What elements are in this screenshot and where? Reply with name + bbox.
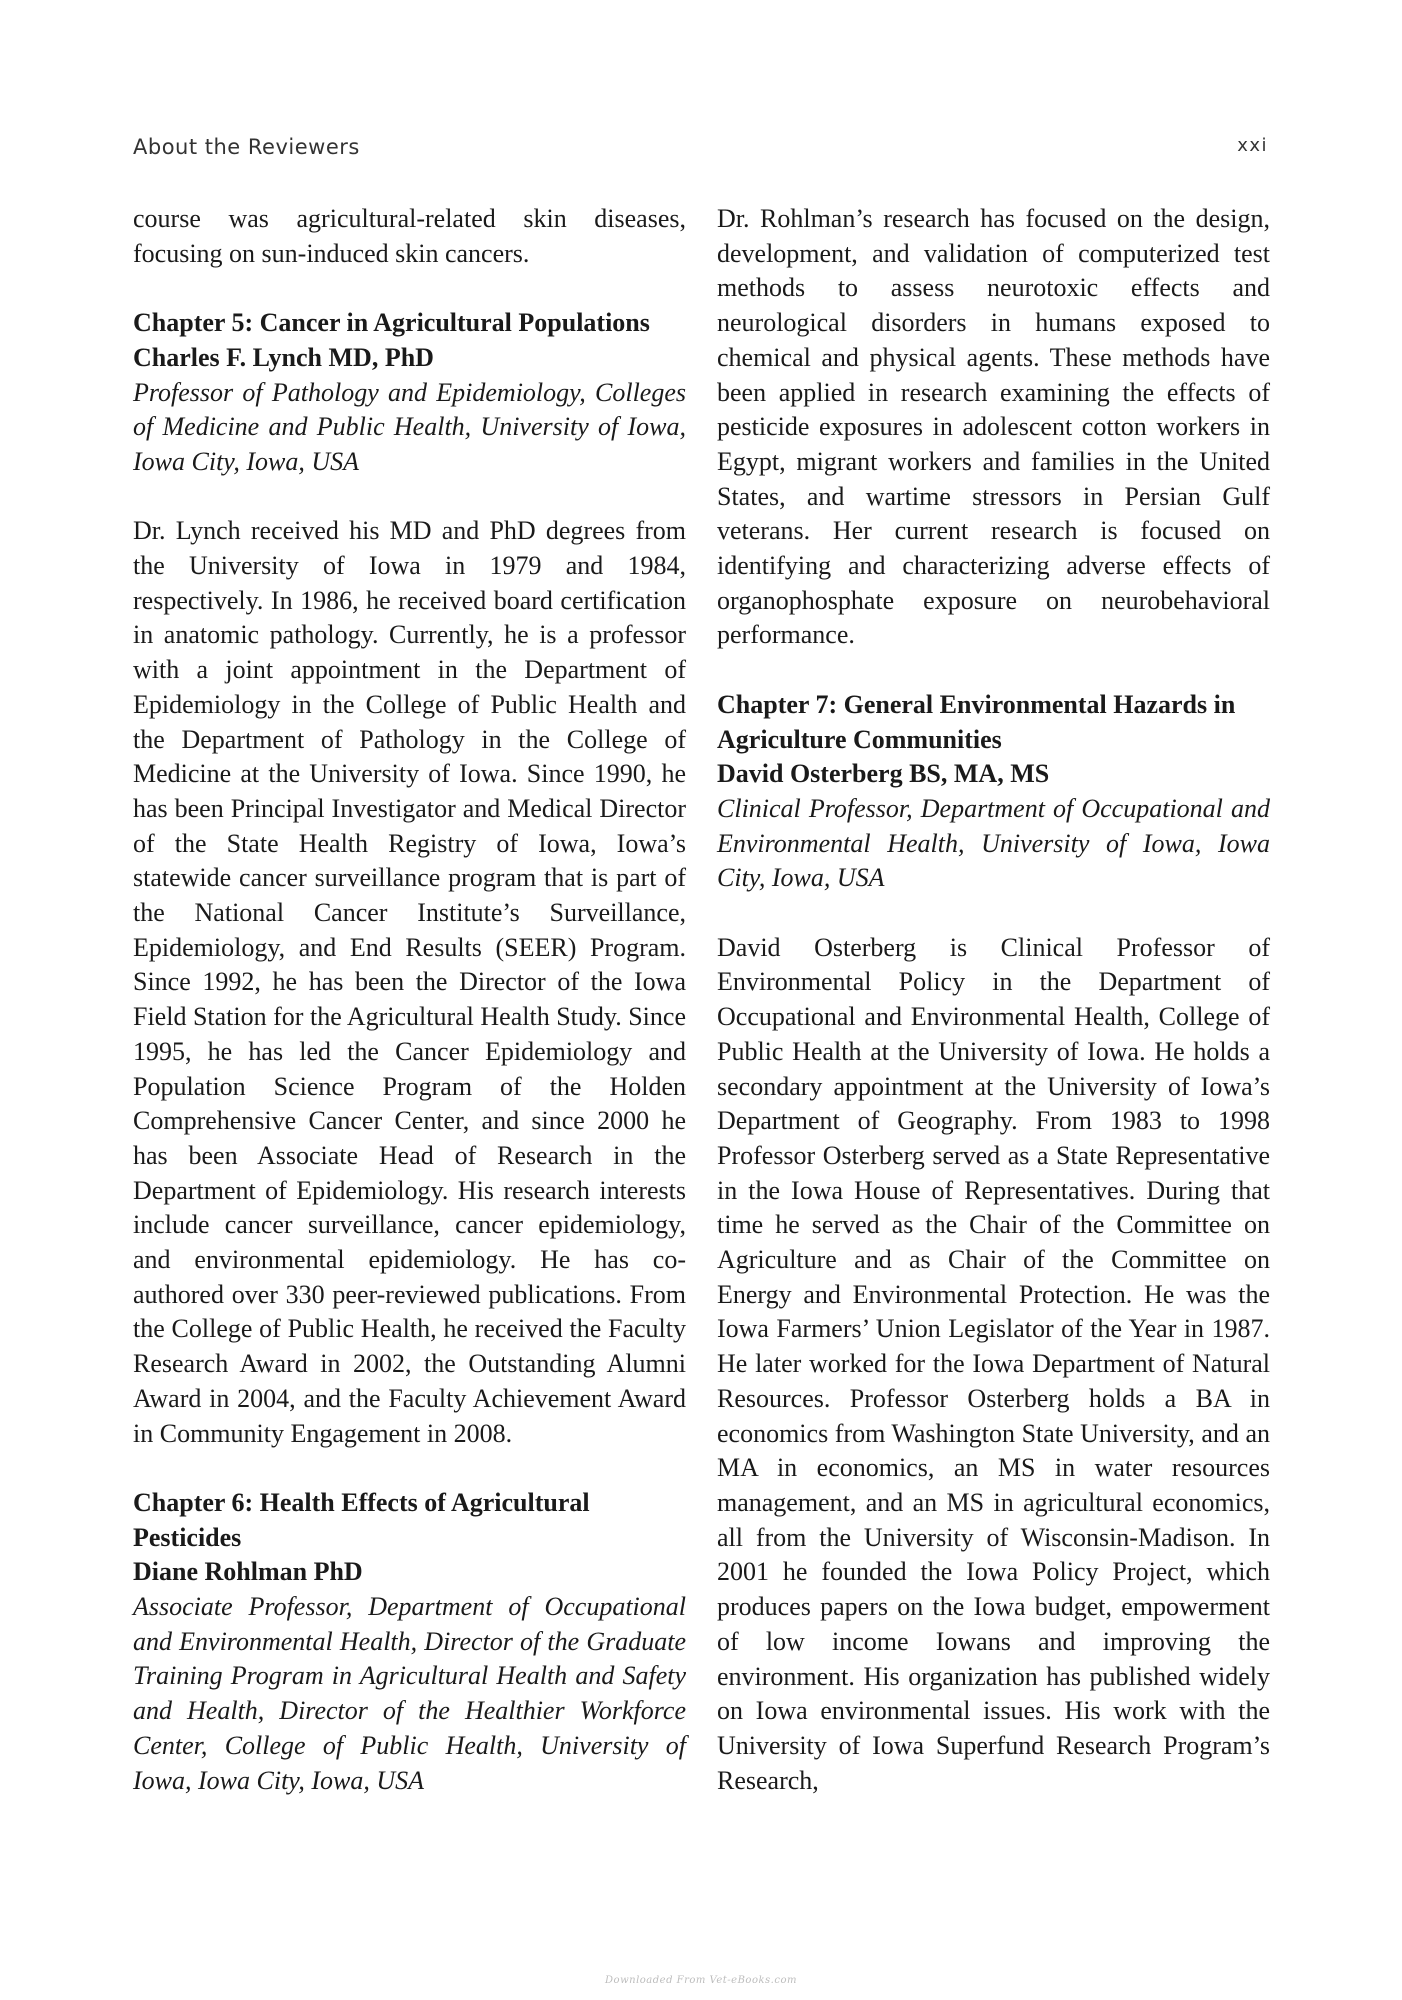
chapter-6-reviewer-affiliation: Associate Professor, Department of Occupational and Environmental Health, Director of the Graduate Training Program in Agricultural Health and Safety and Health, Director of the Healthier Workforce Center, College of Public Health, University of Iowa, Iowa City, Iowa, USA: [133, 1592, 686, 1795]
continued-paragraph: course was agricultural-related skin diseases, focusing on sun-induced skin cancers.: [133, 204, 686, 268]
chapter-6-heading: Chapter 6: Health Effects of Agricultural Pesticides: [133, 1487, 590, 1552]
chapter-5-reviewer-affiliation: Professor of Pathology and Epidemiology, Colleges of Medicine and Public Health, University of Iowa, Iowa City, Iowa, USA: [133, 377, 686, 476]
chapter-5-heading: Chapter 5: Cancer in Agricultural Populations: [133, 308, 650, 338]
chapter-6-reviewer-name: Diane Rohlman PhD: [133, 1557, 363, 1587]
running-head-title: About the Reviewers: [133, 135, 360, 159]
download-watermark: Downloaded From Vet-eBooks.com: [605, 1975, 797, 1986]
left-column: [133, 202, 686, 1798]
chapter-7-reviewer-name: David Osterberg BS, MA, MS: [717, 759, 1050, 789]
chapter-7-reviewer-bio: David Osterberg is Clinical Professor of Environmental Policy in the Department of Occupational and Environmental Health, College of Public Health at the University of Iowa. He holds a secondary appointment at the University of Iowa’s Department of Geography. From 1983 to 1998 Professor Osterberg served as a State Representative in the Iowa House of Representatives. During that time he served as the Chair of the Committee on Agriculture and as Chair of the Committee on Energy and Environmental Protection. He was the Iowa Farmers’ Union Legislator of the Year in 1987. He later worked for the Iowa Department of Natural Resources. Professor Osterberg holds a BA in economics from Washington State University, and an MA in economics, an MS in water resources management, and an MS in agricultural economics, all from the University of Wisconsin-Madison. In 2001 he founded the Iowa Policy Project, which produces papers on the Iowa budget, empowerment of low income Iowans and improving the environment. His organization has published widely on Iowa environmental issues. His work with the University of Iowa Superfund Research Program’s Research,: [717, 932, 1270, 1795]
running-head: [133, 135, 1268, 165]
chapter-7-heading: Chapter 7: General Environmental Hazards in Agriculture Communities: [717, 689, 1236, 754]
chapter-5-reviewer-name: Charles F. Lynch MD, PhD: [133, 342, 434, 372]
page-number: xxi: [1237, 135, 1268, 156]
chapter-7-reviewer-affiliation: Clinical Professor, Department of Occupational and Environmental Health, University of Iowa, Iowa City, Iowa, USA: [717, 793, 1270, 893]
chapter-5-reviewer-bio: Dr. Lynch received his MD and PhD degrees from the University of Iowa in 1979 and 1984, respectively. In 1986, he received board certification in anatomic pathology. Currently, he is a professor with a joint appointment in the Department of Epidemiology in the College of Public Health and the Department of Pathology in the College of Medicine at the University of Iowa. Since 1990, he has been Principal Investigator and Medical Director of the State Health Registry of Iowa, Iowa’s statewide cancer surveillance program that is part of the National Cancer Institute’s Surveillance, Epidemiology, and End Results (SEER) Program. Since 1992, he has been the Director of the Iowa Field Station for the Agricultural Health Study. Since 1995, he has led the Cancer Epidemiology and Population Science Program of the Holden Comprehensive Cancer Center, and since 2000 he has been Associate Head of Research in the Department of Epidemiology. His research interests include cancer surveillance, cancer epidemiology, and environmental epidemiology. He has co-authored over 330 peer-reviewed publications. From the College of Public Health, he received the Faculty Research Award in 2002, the Outstanding Alumni Award in 2004, and the Faculty Achievement Award in Community Engagement in 2008.: [133, 516, 686, 1448]
right-column: [717, 202, 1270, 1798]
chapter-6-reviewer-bio: Dr. Rohlman’s research has focused on the design, development, and validation of computerized test methods to assess neurotoxic effects and neurological disorders in humans exposed to chemical and physical agents. These methods have been applied in research examining the effects of pesticide exposures in adolescent cotton workers in Egypt, migrant workers and families in the United States, and wartime stressors in Persian Gulf veterans. Her current research is focused on identifying and characterizing adverse effects of organophosphate exposure on neurobehavioral performance.: [717, 204, 1270, 650]
